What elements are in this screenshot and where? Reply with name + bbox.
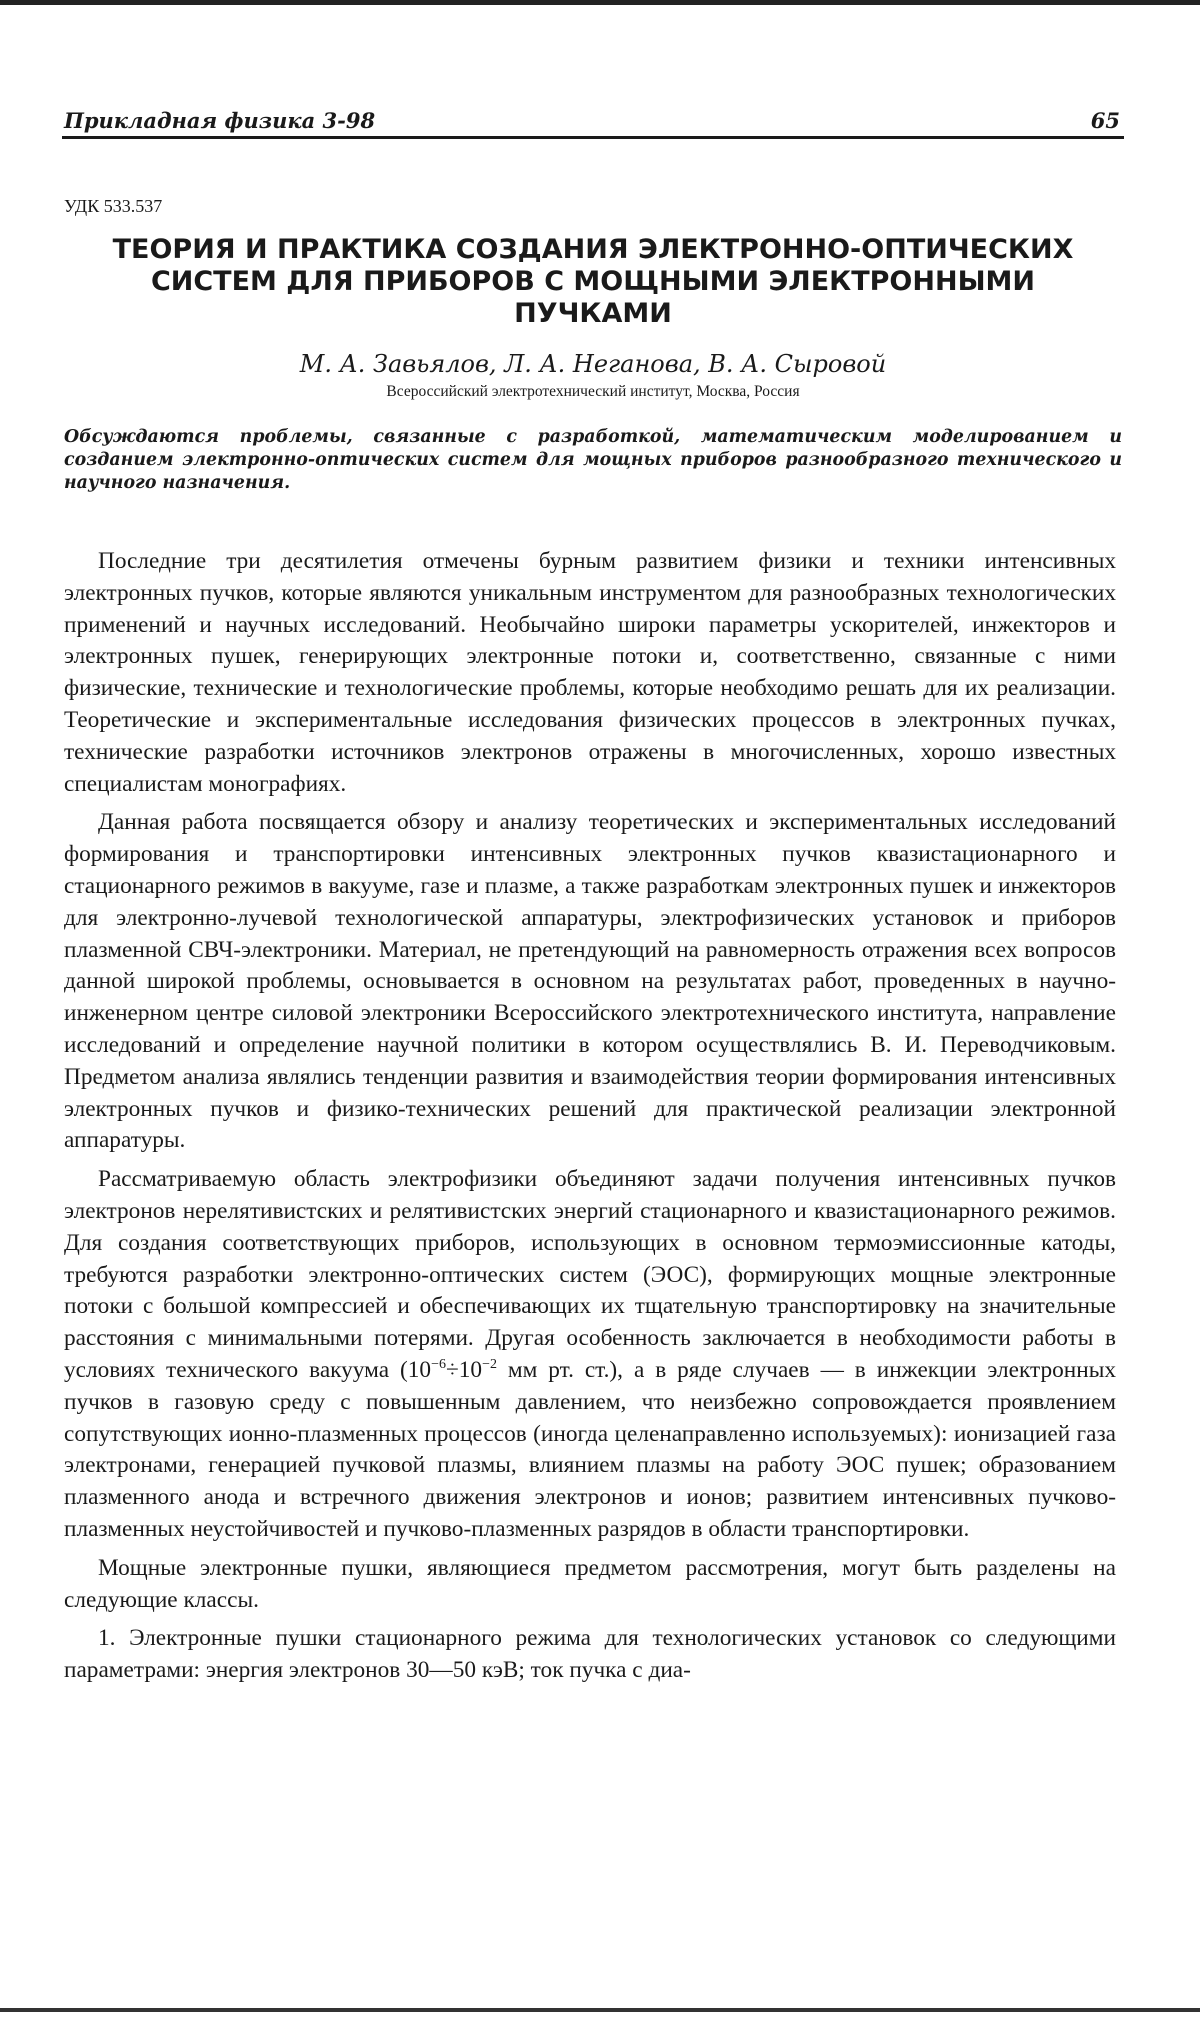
- scan-bottom-edge: [0, 2008, 1200, 2012]
- journal-name: Прикладная физика 3-98: [64, 108, 376, 133]
- article-title: [62, 234, 1124, 330]
- paragraph: [64, 1164, 1116, 1546]
- paragraph-text: Рассматриваемую область электрофизики объединяют задачи получения интенсивных пучков электронов нерелятивистских и релятивистских энергий стационарного и квазистационарного режимов. Для создания соответствующих приборов, использующих в основном термоэмиссионные катоды, требуются разработки электронно-оптических систем (ЭОС), формирующих мощные электронные потоки с большой компрессией и обеспечивающих их тщательную транспортировку на значительные расстояния с минимальными потерями. Другая особенность заключается в необходимости работы в условиях технического вакуума (10: [64, 1166, 1116, 1383]
- paragraph: Мощные электронные пушки, являющиеся предметом рассмотрения, могут быть разделены на следующие классы.: [64, 1554, 1116, 1613]
- paragraph: 1. Электронные пушки стационарного режима для технологических установок со следующими параметрами: энергия электронов 30—50 кэВ; ток пучка с диа-: [64, 1625, 1116, 1684]
- header-rule: [62, 136, 1124, 139]
- title-line: ПУЧКАМИ: [514, 298, 672, 329]
- authors: М. А. Завьялов, Л. А. Неганова, В. А. Сыровой: [299, 350, 887, 378]
- page-number: 65: [1090, 108, 1120, 133]
- paragraph: Данная работа посвящается обзору и анализу теоретических и экспериментальных исследований формирования и транспортировки интенсивных электронных пучков квазистационарного и стационарного режимов в вакууме, газе и плазме, а также разработкам электронных пушек и инжекторов для электронно-лучевой технологической аппаратуры, электрофизических установок и приборов плазменной СВЧ-электроники. Материал, не претендующий на равномерность отражения всех вопросов данной широкой проблемы, основывается в основном на результатах работ, проведенных в научно-инженерном центре силовой электроники Всероссийского электротехнического института, направление исследований и определение научной политики в котором осуществлялись В. И. Переводчиковым. Предметом анализа являлись тенденции развития и взаимодействия теории формирования интенсивных электронных пучков и физико-технических решений для практической реализации электронной аппаратуры.: [64, 809, 1116, 1154]
- title-line: ТЕОРИЯ И ПРАКТИКА СОЗДАНИЯ ЭЛЕКТРОННО-ОПТИЧЕСКИХ: [112, 234, 1074, 265]
- paragraph: Последние три десятилетия отмечены бурным развитием физики и техники интенсивных электронных пучков, которые являются уникальным инструментом для разнообразных технологических применений и научных исследований. Необычайно широки параметры ускорителей, инжекторов и электронных пушек, генерирующих электронные потоки и, соответственно, связанные с ними физические, технические и технологические проблемы, которые необходимо решать для их реализации. Теоретические и экспериментальные исследования физических процессов в электронных пучках, технические разработки источников электронов отражены в многочисленных, хорошо известных специалистам монографиях.: [64, 548, 1116, 797]
- paragraph-text: мм рт. ст.), а в ряде случаев — в инжекции электронных пучков в газовую среду с повышенным давлением, что неизбежно сопровождается проявлением сопутствующих ионно-плазменных процессов (иногда целенаправленно используемых): ионизацией газа электронами, генерацией пучковой плазмы, влиянием плазмы на работу ЭОС пушек; образованием плазменного анода и встречного движения электронов и ионов; развитием интенсивных пучково-плазменных неустойчивостей и пучково-плазменных разрядов в области транспортировки.: [64, 1356, 1116, 1542]
- abstract: Обсуждаются проблемы, связанные с разработкой, математическим моделированием и созданием электронно-оптических систем для мощных приборов разнообразного технического и научного назначения.: [64, 427, 1122, 493]
- exponent: −2: [482, 1357, 497, 1373]
- running-header: [62, 108, 1124, 136]
- paragraph-text: ÷10: [445, 1356, 483, 1383]
- exponent: −6: [431, 1357, 446, 1373]
- title-line: СИСТЕМ ДЛЯ ПРИБОРОВ С МОЩНЫМИ ЭЛЕКТРОННЫМИ: [150, 266, 1036, 297]
- udc-code: УДК 533.537: [64, 196, 163, 216]
- scan-top-edge: [0, 0, 1200, 5]
- affiliation: Всероссийский электротехнический институт, Москва, Россия: [386, 383, 800, 400]
- article-body: [64, 546, 1116, 1687]
